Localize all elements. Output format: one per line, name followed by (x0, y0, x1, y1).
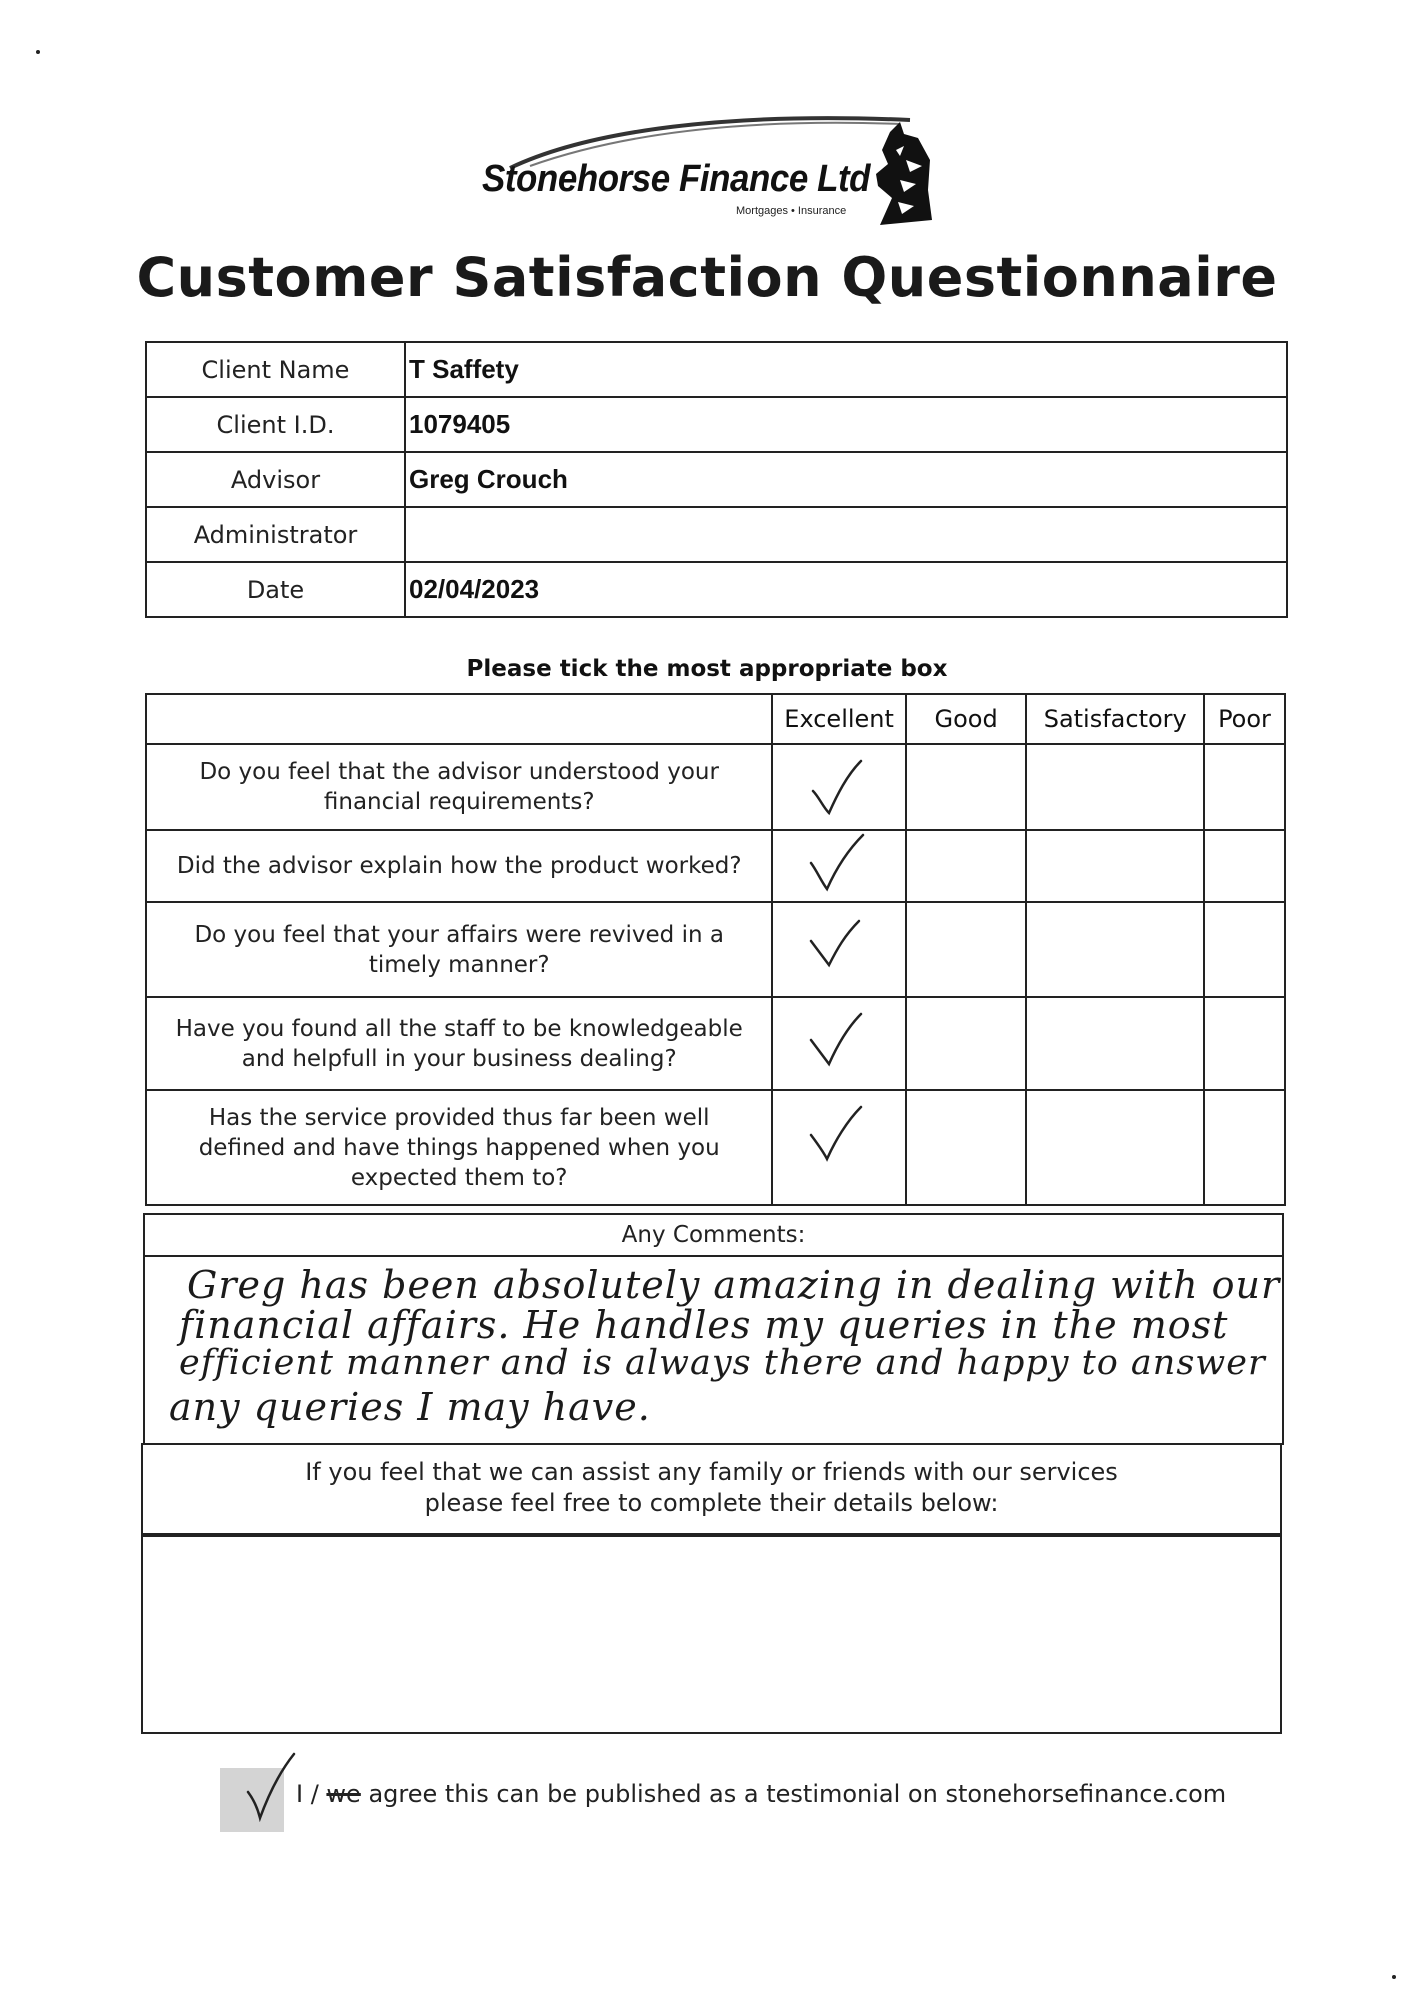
table-row (146, 342, 1287, 397)
tick-icon (807, 1103, 867, 1163)
checkbox-satisfactory[interactable] (1026, 830, 1204, 902)
page-title: Customer Satisfaction Questionnaire (136, 246, 1278, 309)
checkbox-excellent[interactable] (772, 744, 905, 830)
table-row (146, 830, 1285, 902)
tick-icon (807, 1010, 867, 1070)
tick-icon (807, 757, 867, 817)
consent-suffix: agree this can be published as a testimonial on stonehorsefinance.com (360, 1780, 1227, 1808)
referral-instruction (141, 1443, 1282, 1535)
checkbox-good[interactable] (906, 997, 1027, 1090)
table-row (146, 507, 1287, 562)
company-tagline: Mortgages • Insurance (736, 205, 847, 217)
consent-statement (296, 1780, 1226, 1808)
checkbox-poor[interactable] (1204, 744, 1285, 830)
checkbox-satisfactory[interactable] (1026, 902, 1204, 997)
column-good: Good (906, 694, 1027, 744)
checkbox-excellent[interactable] (772, 997, 905, 1090)
checkbox-excellent[interactable] (772, 902, 905, 997)
client-name-label: Client Name (146, 342, 405, 397)
table-row (146, 452, 1287, 507)
comments-textarea[interactable] (143, 1253, 1284, 1445)
consent-struck-word: we (326, 1780, 361, 1808)
checkbox-satisfactory[interactable] (1026, 1090, 1204, 1205)
instruction-text: Please tick the most appropriate box (466, 656, 948, 682)
question-header (146, 694, 772, 744)
checkbox-good[interactable] (906, 744, 1027, 830)
checkbox-good[interactable] (906, 830, 1027, 902)
client-id-label: Client I.D. (146, 397, 405, 452)
column-excellent: Excellent (772, 694, 905, 744)
client-id-field[interactable]: 1079405 (405, 397, 1287, 452)
table-row (146, 397, 1287, 452)
question-text: Has the service provided thus far been well defined and have things happened when you expected them to? (146, 1090, 772, 1205)
question-text: Have you found all the staff to be knowledgeable and helpfull in your business dealing? (146, 997, 772, 1090)
question-text: Do you feel that your affairs were revived in a timely manner? (146, 902, 772, 997)
table-row (146, 997, 1285, 1090)
client-name-field[interactable]: T Saffety (405, 342, 1287, 397)
checkbox-poor[interactable] (1204, 1090, 1285, 1205)
advisor-field[interactable]: Greg Crouch (405, 452, 1287, 507)
comment-line: Greg has been absolutely amazing in dealing with our (187, 1263, 1281, 1307)
rating-table (145, 693, 1286, 1206)
comment-line: financial affairs. He handles my queries in the most (179, 1303, 1229, 1347)
date-label: Date (146, 562, 405, 617)
checkbox-poor[interactable] (1204, 902, 1285, 997)
checkbox-excellent[interactable] (772, 830, 905, 902)
column-poor: Poor (1204, 694, 1285, 744)
comments-heading: Any Comments: (143, 1213, 1284, 1257)
column-satisfactory: Satisfactory (1026, 694, 1204, 744)
scan-speck (36, 50, 40, 54)
checkbox-poor[interactable] (1204, 997, 1285, 1090)
company-name: Stonehorse Finance Ltd (482, 158, 871, 200)
referral-details-field[interactable] (141, 1535, 1282, 1734)
referral-text: If you feel that we can assist any family or friends with our services please feel free to complete their details below: (305, 1458, 1118, 1517)
tick-icon (246, 1752, 296, 1822)
checkbox-good[interactable] (906, 1090, 1027, 1205)
consent-prefix: I / (296, 1780, 327, 1808)
date-field[interactable]: 02/04/2023 (405, 562, 1287, 617)
tick-icon (807, 833, 867, 893)
table-row (146, 902, 1285, 997)
administrator-label: Administrator (146, 507, 405, 562)
table-row (146, 744, 1285, 830)
table-row (146, 1090, 1285, 1205)
question-text: Do you feel that the advisor understood your financial requirements? (146, 744, 772, 830)
question-text: Did the advisor explain how the product worked? (146, 830, 772, 902)
comment-line: efficient manner and is always there and happy to answer (179, 1343, 1266, 1383)
checkbox-satisfactory[interactable] (1026, 997, 1204, 1090)
table-row (146, 562, 1287, 617)
advisor-label: Advisor (146, 452, 405, 507)
checkbox-satisfactory[interactable] (1026, 744, 1204, 830)
checkbox-poor[interactable] (1204, 830, 1285, 902)
company-logo (470, 110, 950, 230)
tick-icon (807, 915, 867, 975)
comment-line: any queries I may have. (169, 1385, 651, 1429)
administrator-field[interactable] (405, 507, 1287, 562)
rating-header-row (146, 694, 1285, 744)
scan-speck (1392, 1975, 1396, 1979)
client-info-table (145, 341, 1288, 618)
horse-head-icon (870, 120, 934, 230)
checkbox-good[interactable] (906, 902, 1027, 997)
checkbox-excellent[interactable] (772, 1090, 905, 1205)
